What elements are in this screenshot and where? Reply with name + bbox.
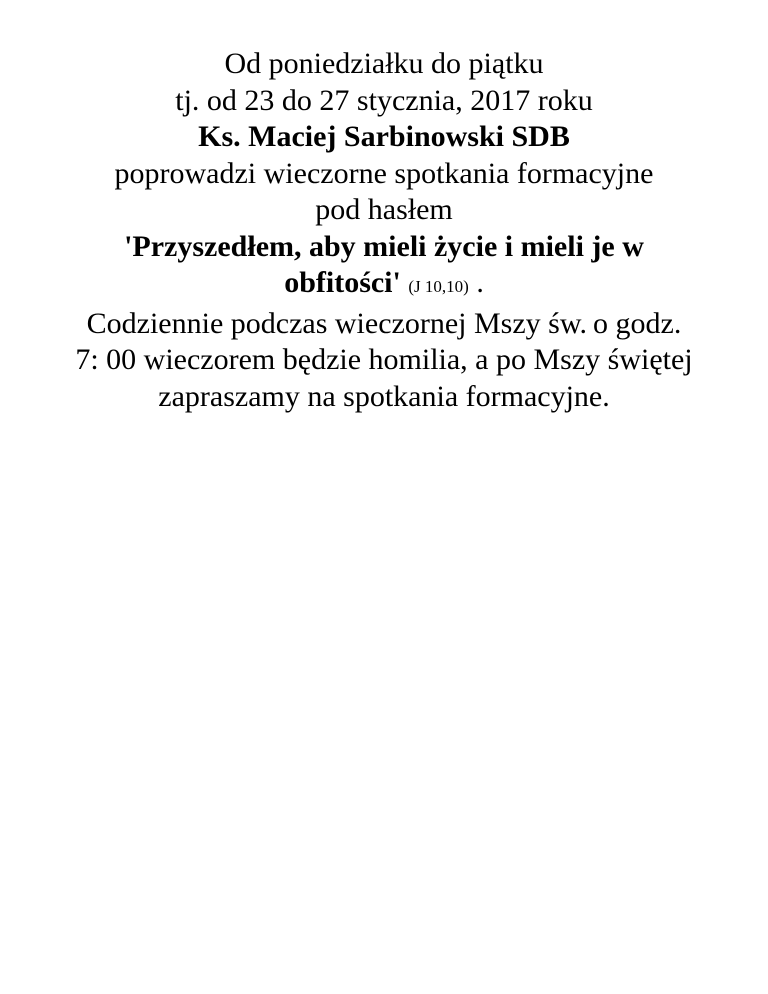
event-description: poprowadzi wieczorne spotkania formacyjne	[114, 156, 654, 190]
date-range: tj. od 23 do 27 stycznia, 2017 roku	[175, 83, 593, 117]
motto-line-2-text: obfitości'	[284, 266, 401, 299]
speaker-name: Ks. Maciej Sarbinowski SDB	[198, 120, 570, 153]
motto-line-2	[0, 265, 768, 306]
motto-line-1: 'Przyszedłem, aby mieli życie i mieli je w	[124, 229, 644, 263]
bible-reference: (J 10,10)	[408, 277, 469, 296]
details-line-1: Codziennie podczas wieczornej Mszy św. o godz.	[86, 306, 682, 340]
reference-period: .	[476, 266, 484, 299]
motto-intro: pod hasłem	[315, 193, 453, 226]
intro-days: Od poniedziałku do piątku	[224, 47, 544, 80]
details-line-2: 7: 00 wieczorem będzie homilia, a po Mszy świętej	[75, 343, 693, 376]
announcement-text	[0, 46, 768, 415]
details-line-3: zapraszamy na spotkania formacyjne.	[158, 379, 610, 413]
